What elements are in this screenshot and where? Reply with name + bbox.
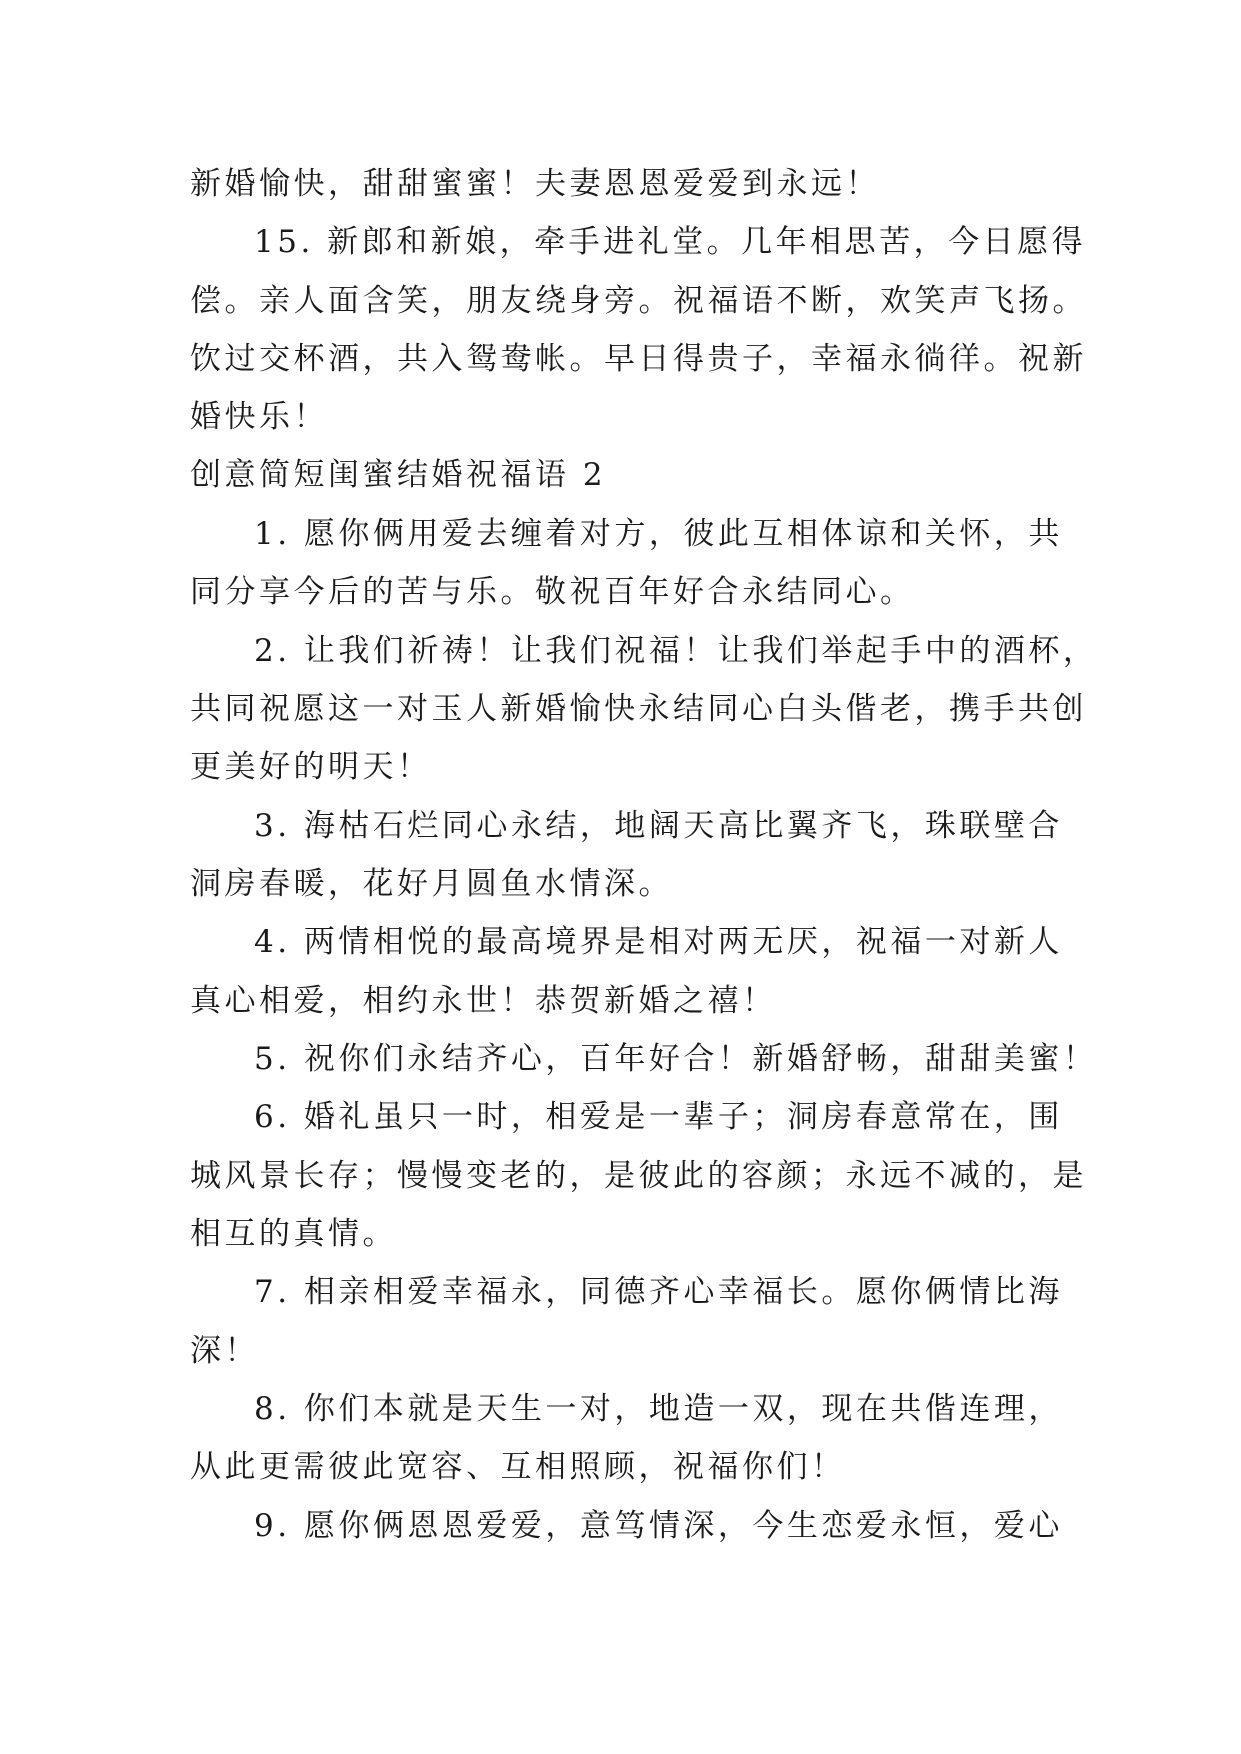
text-line: 15. 新郎和新娘，牵手进礼堂。几年相思苦，今日愿得	[254, 224, 1087, 260]
text-line: 相互的真情。	[190, 1216, 397, 1252]
text-line: 真心相爱，相约永世！恭贺新婚之禧！	[190, 983, 777, 1019]
text-line: 饮过交杯酒，共入鸳鸯帐。早日得贵子，幸福永徜徉。祝新	[190, 341, 1087, 377]
text-line: 6. 婚礼虽只一时，相爱是一辈子；洞房春意常在，围	[254, 1099, 1063, 1135]
section-heading: 创意简短闺蜜结婚祝福语 2	[190, 457, 607, 493]
text-line: 3. 海枯石烂同心永结，地阔天高比翼齐飞，珠联壁合	[254, 808, 1063, 844]
text-line: 深！	[190, 1333, 259, 1369]
text-line: 婚快乐！	[190, 399, 328, 435]
text-line: 新婚愉快，甜甜蜜蜜！夫妻恩恩爱爱到永远！	[190, 166, 880, 202]
text-line: 同分享今后的苦与乐。敬祝百年好合永结同心。	[190, 574, 915, 610]
text-line: 9. 愿你俩恩恩爱爱，意笃情深，今生恋爱永恒，爱心	[254, 1508, 1063, 1544]
text-line: 共同祝愿这一对玉人新婚愉快永结同心白头偕老，携手共创	[190, 691, 1087, 727]
text-line: 洞房春暖，花好月圆鱼水情深。	[190, 866, 673, 902]
text-line: 偿。亲人面含笑，朋友绕身旁。祝福语不断，欢笑声飞扬。	[190, 283, 1087, 319]
text-line: 从此更需彼此宽容、互相照顾，祝福你们！	[190, 1449, 846, 1485]
text-line: 城风景长存；慢慢变老的，是彼此的容颜；永远不减的，是	[190, 1158, 1087, 1194]
text-line: 2. 让我们祈祷！让我们祝福！让我们举起手中的酒杯，	[254, 633, 1098, 669]
text-line: 更美好的明天！	[190, 749, 432, 785]
text-line: 1. 愿你俩用爱去缠着对方，彼此互相体谅和关怀，共	[254, 516, 1063, 552]
text-line: 8. 你们本就是天生一对，地造一双，现在共偕连理，	[254, 1391, 1063, 1427]
text-line: 5. 祝你们永结齐心，百年好合！新婚舒畅，甜甜美蜜！	[254, 1041, 1098, 1077]
text-line: 7. 相亲相爱幸福永，同德齐心幸福长。愿你俩情比海	[254, 1274, 1063, 1310]
text-line: 4. 两情相悦的最高境界是相对两无厌，祝福一对新人	[254, 924, 1063, 960]
